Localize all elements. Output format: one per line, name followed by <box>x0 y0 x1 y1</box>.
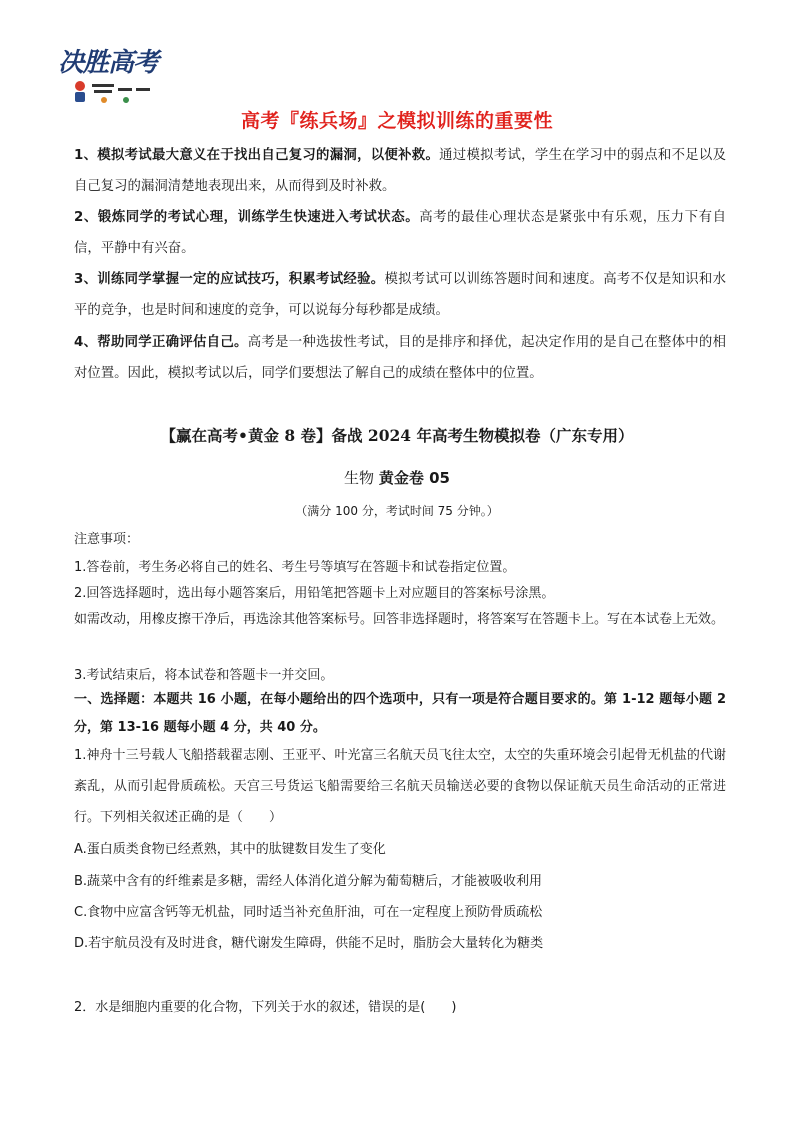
promo-paragraph-3 <box>74 264 726 326</box>
promo-title: 高考『练兵场』之模拟训练的重要性 <box>240 110 553 132</box>
question-1-option-c: C.食物中应富含钙等无机盐，同时适当补充鱼肝油，可在一定程度上预防骨质疏松 <box>74 905 543 920</box>
notice-3: 3.考试结束后，将本试卷和答题卡一并交回。 <box>74 668 334 683</box>
question-1-option-a: A.蛋白质类食物已经煮熟，其中的肽键数目发生了变化 <box>74 842 386 857</box>
notice-title: 注意事项： <box>74 532 140 547</box>
promo-paragraph-1 <box>74 140 726 202</box>
notice-1: 1.答卷前，考生务必将自己的姓名、考生号等填写在答题卡和试卷指定位置。 <box>74 560 516 575</box>
exam-scoring: （满分 100 分，考试时间 75 分钟。） <box>295 504 499 518</box>
promo-rest-4: 高考是一种选拔性考试，目的是排序和择优，起决定作用的是自己在整体中的相对位置。因此，模拟考试以后，同学们要想法了解自己的成绩在整体中的位置。 <box>74 335 726 381</box>
promo-lead-4: 4、帮助同学正确评估自己。 <box>74 335 248 350</box>
promo-paragraph-2 <box>74 202 726 264</box>
exam-subject: 生物 <box>344 469 375 487</box>
question-1-stem: 1.神舟十三号载人飞船搭载翟志刚、王亚平、叶光富三名航天员飞往太空，太空的失重环境会引起骨无机盐的代谢紊乱，从而引起骨质疏松。天宫三号货运飞船需要给三名航天员输送必要的食物以保证航天员生命活动的正常进行。下列相关叙述正确的是（ ） <box>74 748 726 825</box>
exam-title: 【赢在高考•黄金 8 卷】备战 2024 年高考生物模拟卷（广东专用） <box>160 426 634 445</box>
promo-lead-2: 2、锻炼同学的考试心理，训练学生快速进入考试状态。 <box>74 210 420 225</box>
promo-rest-3: 模拟考试可以训练答题时间和速度。高考不仅是知识和水平的竞争，也是时间和速度的竞争，可以说每分每秒都是成绩。 <box>74 272 726 318</box>
question-1-option-d: D.若宇航员没有及时进食，糖代谢发生障碍，供能不足时，脂肪会大量转化为糖类 <box>74 936 544 951</box>
brand-logo <box>58 42 168 112</box>
promo-paragraph-4 <box>74 327 726 389</box>
question-1-option-b: B.蔬菜中含有的纤维素是多糖，需经人体消化道分解为葡萄糖后，才能被吸收利用 <box>74 874 543 889</box>
notice-2: 2.回答选择题时，选出每小题答案后，用铅笔把答题卡上对应题目的答案标号涂黑。 <box>74 586 555 601</box>
logo-illustration-icon <box>66 76 158 106</box>
logo-text: 决胜高考 <box>58 48 159 78</box>
notice-2b: 如需改动，用橡皮擦干净后，再选涂其他答案标号。回答非选择题时，将答案写在答题卡上。写在本试卷上无效。 <box>74 612 725 627</box>
promo-rest-1: 通过模拟考试，学生在学习中的弱点和不足以及自己复习的漏洞清楚地表现出来，从而得到及时补救。 <box>74 148 726 194</box>
promo-lead-1: 1、模拟考试最大意义在于找出自己复习的漏洞，以便补救。 <box>74 148 440 163</box>
exam-subtitle <box>0 467 794 488</box>
section-header: 一、选择题：本题共 16 小题，在每小题给出的四个选项中，只有一项是符合题目要求的。第 1-12 题每小题 2 分，第 13-16 题每小题 4 分，共 40 分。 <box>74 692 726 735</box>
question-2-stem: 2．水是细胞内重要的化合物，下列关于水的叙述，错误的是( ) <box>74 1000 457 1015</box>
promo-lead-3: 3、训练同学掌握一定的应试技巧，积累考试经验。 <box>74 272 385 287</box>
exam-paper: 黄金卷 05 <box>378 469 450 487</box>
promo-rest-2: 高考的最佳心理状态是紧张中有乐观，压力下有自信，平静中有兴奋。 <box>74 210 726 256</box>
